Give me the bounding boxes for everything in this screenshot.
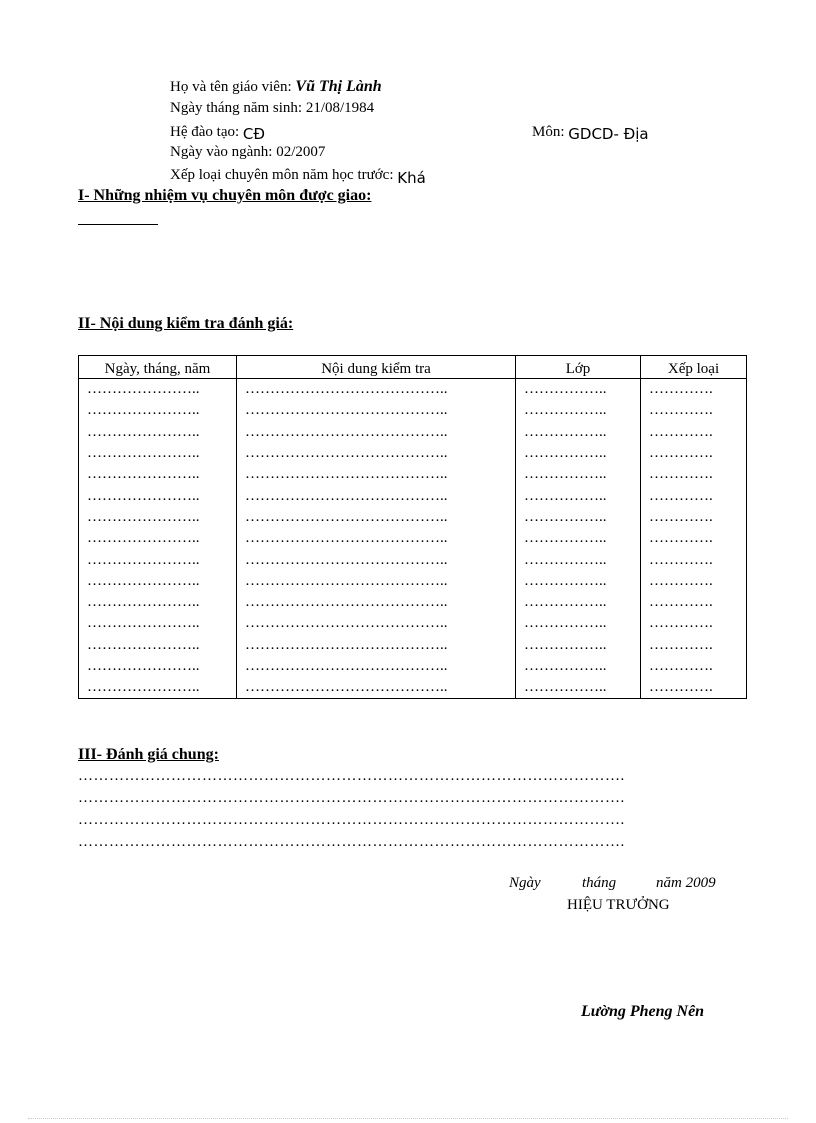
teacher-subject-label: Môn: [532, 124, 565, 140]
cell-rank: …………. [641, 677, 747, 699]
cell-content: ………………………………….. [237, 549, 516, 570]
table-row [79, 379, 747, 401]
cell-date: ………………….. [79, 656, 237, 677]
table-row [79, 635, 747, 656]
inspection-table [78, 355, 747, 699]
section-1-title: I- Những nhiệm vụ chuyên môn được giao: [78, 187, 372, 204]
principal-title: HIỆU TRƯỞNG [567, 897, 670, 913]
cell-content: ………………………………….. [237, 443, 516, 464]
cell-rank: …………. [641, 613, 747, 634]
cell-content: ………………………………….. [237, 400, 516, 421]
cell-class: …………….. [516, 528, 641, 549]
cell-content: ………………………………….. [237, 677, 516, 699]
cell-content: ………………………………….. [237, 485, 516, 506]
section-3-title: III- Đánh giá chung: [78, 746, 219, 763]
cell-rank: …………. [641, 592, 747, 613]
cell-content: ………………………………….. [237, 571, 516, 592]
table-row [79, 464, 747, 485]
cell-class: …………….. [516, 422, 641, 443]
cell-date: ………………….. [79, 422, 237, 443]
cell-class: …………….. [516, 400, 641, 421]
teacher-birth-row: Ngày tháng năm sinh: 21/08/1984 [170, 100, 375, 116]
teacher-subject-row [532, 122, 649, 141]
cell-date: ………………….. [79, 592, 237, 613]
cell-content: ………………………………….. [237, 528, 516, 549]
cell-date: ………………….. [79, 635, 237, 656]
cell-date: ………………….. [79, 571, 237, 592]
principal-name: Lường Pheng Nên [581, 1003, 705, 1020]
cell-class: …………….. [516, 656, 641, 677]
cell-content: ………………………………….. [237, 422, 516, 443]
column-header-date: Ngày, tháng, năm [79, 356, 237, 379]
cell-rank: …………. [641, 443, 747, 464]
table-row [79, 400, 747, 421]
cell-date: ………………….. [79, 443, 237, 464]
column-header-content: Nội dung kiểm tra [237, 356, 516, 379]
cell-rank: …………. [641, 549, 747, 570]
table-row [79, 571, 747, 592]
page-bottom-divider [28, 1118, 788, 1119]
column-header-rank: Xếp loại [641, 356, 747, 379]
cell-date: ………………….. [79, 464, 237, 485]
teacher-name-value: Vũ Thị Lành [295, 78, 382, 95]
cell-date: ………………….. [79, 613, 237, 634]
cell-rank: …………. [641, 422, 747, 443]
cell-class: …………….. [516, 549, 641, 570]
table-row [79, 507, 747, 528]
teacher-subject-value: GDCD- Địa [568, 125, 649, 143]
teacher-rank-row [170, 165, 426, 187]
cell-class: …………….. [516, 635, 641, 656]
cell-class: …………….. [516, 677, 641, 699]
signature-date-month: tháng [582, 875, 617, 891]
table-row [79, 549, 747, 570]
section-1-underline [78, 224, 158, 225]
evaluation-line: ……………………………………………………………………………………………. [78, 790, 625, 806]
cell-rank: …………. [641, 571, 747, 592]
cell-date: ………………….. [79, 507, 237, 528]
teacher-rank-value: Khá [397, 169, 426, 187]
cell-class: …………….. [516, 592, 641, 613]
teacher-name-label: Họ và tên giáo viên: [170, 79, 292, 95]
table-body [79, 379, 747, 699]
cell-content: ………………………………….. [237, 379, 516, 401]
evaluation-line: ……………………………………………………………………………………………. [78, 834, 625, 850]
table-row [79, 656, 747, 677]
table-row [79, 485, 747, 506]
cell-date: ………………….. [79, 485, 237, 506]
teacher-training-label: Hệ đào tạo: [170, 124, 240, 140]
cell-rank: …………. [641, 464, 747, 485]
cell-date: ………………….. [79, 677, 237, 699]
evaluation-line: ……………………………………………………………………………………………. [78, 812, 625, 828]
table-row [79, 422, 747, 443]
cell-rank: …………. [641, 635, 747, 656]
cell-content: ………………………………….. [237, 635, 516, 656]
cell-rank: …………. [641, 400, 747, 421]
signature-date-day: Ngày [509, 875, 541, 891]
table-header-row [79, 356, 747, 379]
cell-content: ………………………………….. [237, 507, 516, 528]
teacher-training-row [170, 122, 265, 141]
cell-date: ………………….. [79, 549, 237, 570]
section-2-title: II- Nội dung kiểm tra đánh giá: [78, 315, 294, 332]
signature-date-year: năm 2009 [656, 875, 716, 891]
table-row [79, 443, 747, 464]
cell-rank: …………. [641, 656, 747, 677]
cell-content: ………………………………….. [237, 613, 516, 634]
cell-class: …………….. [516, 464, 641, 485]
teacher-name-row [170, 78, 382, 96]
cell-content: ………………………………….. [237, 592, 516, 613]
cell-class: …………….. [516, 379, 641, 401]
cell-date: ………………….. [79, 400, 237, 421]
column-header-class: Lớp [516, 356, 641, 379]
table-row [79, 613, 747, 634]
teacher-training-value: CĐ [242, 125, 265, 143]
cell-rank: …………. [641, 485, 747, 506]
cell-rank: …………. [641, 528, 747, 549]
cell-rank: …………. [641, 379, 747, 401]
teacher-rank-label: Xếp loại chuyên môn năm học trước: [170, 167, 394, 183]
cell-rank: …………. [641, 507, 747, 528]
evaluation-line: ……………………………………………………………………………………………. [78, 768, 625, 784]
cell-class: …………….. [516, 571, 641, 592]
table-row [79, 592, 747, 613]
cell-class: …………….. [516, 613, 641, 634]
cell-date: ………………….. [79, 528, 237, 549]
table-row [79, 528, 747, 549]
cell-date: ………………….. [79, 379, 237, 401]
cell-class: …………….. [516, 443, 641, 464]
cell-class: …………….. [516, 507, 641, 528]
cell-class: …………….. [516, 485, 641, 506]
table-row [79, 677, 747, 699]
teacher-start-row: Ngày vào ngành: 02/2007 [170, 144, 326, 160]
cell-content: ………………………………….. [237, 656, 516, 677]
cell-content: ………………………………….. [237, 464, 516, 485]
